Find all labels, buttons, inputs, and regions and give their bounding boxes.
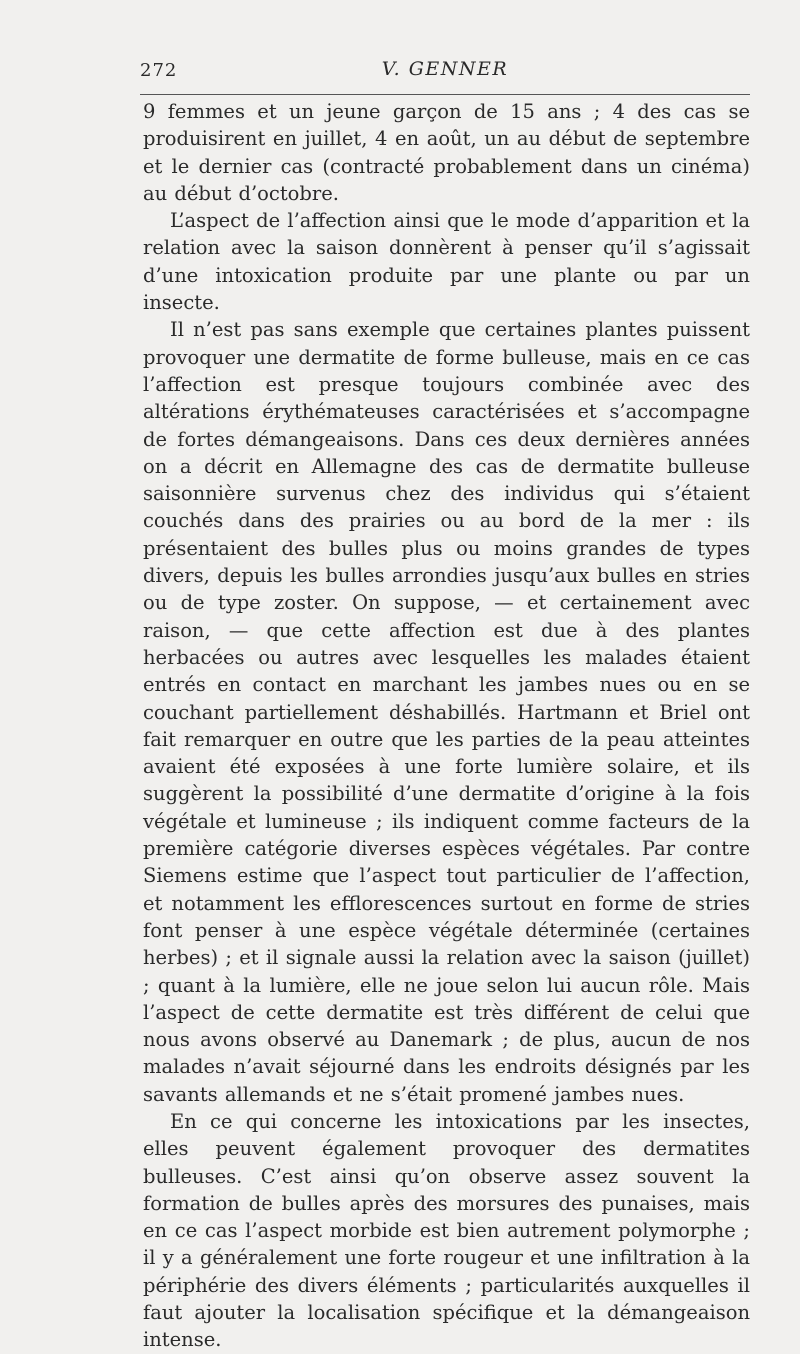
paragraph-2: L’aspect de l’affection ainsi que le mode d’apparition et la relation avec la saison donnèrent à penser qu’il s’agissait d’une intoxication produite par une plante ou par un insecte. (143, 209, 750, 315)
page-number: 272 (140, 60, 178, 81)
paragraph-3: Il n’est pas sans exemple que certaines plantes puissent provoquer une dermatite de forme bulleuse, mais en ce cas l’affection est presque toujours combinée avec des altérations érythémateuses caractérisées et s’accompagne de fortes démangeaisons. Dans ces deux dernières années on a décrit en Allemagne des cas de dermatite bulleuse saisonnière survenus chez des individus qui s’étaient couchés dans des prairies ou au bord de la mer : ils présentaient des bulles plus ou moins grandes de types divers, depuis les bulles arrondies jusqu’aux bulles en stries ou de type zoster. On suppose, — et certainement avec raison, — que cette affection est due à des plantes herbacées ou autres avec lesquelles les malades étaient entrés en contact en marchant les jambes nues ou en se couchant partiellement déshabillés. Hartmann et Briel ont fait remarquer en outre que les parties de la peau atteintes avaient été exposées à une forte lumière solaire, et ils suggèrent la possibilité d’une dermatite d’origine à la fois végétale et lumineuse ; ils indiquent comme facteurs de la première catégorie diverses espèces végétales. Par contre Siemens estime que l’aspect tout particulier de l’affection, et notamment les efflorescences surtout en forme de stries font penser à une espèce végétale déterminée (certaines herbes) ; et il signale aussi la relation avec la saison (juillet) ; quant à la lumière, elle ne joue selon lui aucun rôle. Mais l’aspect de cette dermatite est très différent de celui que nous avons observé au Danemark ; de plus, aucun de nos malades n’avait séjourné dans les endroits désignés par les savants allemands et ne s’était promené jambes nues. (143, 318, 750, 1106)
page-header (140, 58, 750, 88)
running-head: V. GENNER (381, 58, 509, 80)
paragraph-1: 9 femmes et un jeune garçon de 15 ans ; 4 des cas se produisirent en juillet, 4 en août, un au début de septembre et le dernier cas (contracté probablement dans un cinéma) au début d’octobre. (143, 100, 750, 205)
body-text (143, 98, 750, 1354)
paragraph-4: En ce qui concerne les intoxications par les insectes, elles peuvent également provoquer des dermatites bulleuses. C’est ainsi qu’on observe assez souvent la formation de bulles après des morsures des punaises, mais en ce cas l’aspect morbide est bien autrement polymorphe ; il y a généralement une forte rougeur et une infiltration à la périphérie des divers éléments ; particularités auxquelles il faut ajouter la localisation spécifique et la démangeaison intense. (143, 1109, 750, 1352)
header-rule (140, 94, 750, 95)
